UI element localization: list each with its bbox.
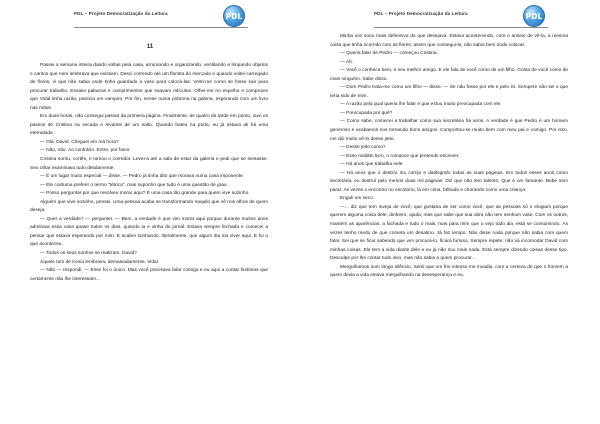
paragraph: — Esse maldito livro, o romance que pretende escrever.: [340, 153, 460, 159]
pdl-logo-icon: PDL: [523, 5, 545, 27]
paragraph: — Há anos que trabalha nele.: [340, 162, 404, 168]
pdl-logo-icon: PDL: [223, 5, 245, 27]
paragraph: Alguém que vive sozinho, pensei. Uma pessoa acaba se transformando naquilo que vê nos olhos de quem deseja.: [30, 199, 268, 214]
paragraph: Engoli em seco.: [340, 196, 375, 202]
paragraph: Mergulhamos num longo silêncio. Senti que um frio intenso me invadia, com a certeza de que o homem a quem devia a vida estava mergulhando na desesperança e eu,: [330, 264, 568, 279]
paragraph: — Desse jeito como?: [340, 145, 386, 151]
right-page: [300, 0, 600, 424]
paragraph: Em duas horas, não consegui passar da primeira página. Finalmente, às quatro da tarde em ponto, ouvi os passos de Cristina na escada e levantei de um salto. Quando bateu na porta, eu já estava ali há uma eternidade.: [30, 114, 268, 137]
paragraph: Minha voz soou mais defensiva do que desejava. Estava acontecendo, com o anseio de vê-la, a mesma coisa que tinha ocorrido com as flores: assim que consegui-la, não sabia bem onde colocar.: [330, 34, 568, 48]
paragraph: — Você o conhece bem, é seu melhor amigo. E ele fala de você como de um filho. Gosta de você como de mais ninguém. Sabe disso.: [330, 68, 568, 82]
header-rule: [74, 27, 248, 28]
paragraph: — Não — respondi. — Esse foi o único. Mas você precisava falar comigo e eu aqui a contar histórias que certamente não lhe interessam...: [30, 268, 268, 282]
header-rule: [374, 27, 548, 28]
chapter-number: 11: [146, 44, 154, 50]
paragraph: — Dom Pedro trata-me como um filho — disse. — Se não fosse por ele e pelo Sr. Sempere não sei o que teria sido de mim.: [330, 85, 568, 99]
paragraph: — Ele costuma preferir o termo "tétrica", mas suponho que tudo é uma questão de grau.: [40, 182, 228, 188]
paragraph: — Posso perguntar por que resolveu morar aqui? É uma casa tão grande para quem vive sozinho.: [40, 191, 250, 197]
paragraph: — A razão pela qual queria lhe falar é que estou muito preocupada com ele.: [340, 102, 502, 108]
paragraph: Cristina sorriu, cortês, e tomou o corredor. Levei-a até a sala de estar da galeria e pedi que se sentasse. Seu olhar examinava tudo detidamente.: [30, 157, 268, 171]
paragraph: — Quer a verdade? — perguntei. — Bem, a verdade é que vim morar aqui porque durante muitos anos admirava essa casa quase todos os dias, quando ia e vinha do jornal. Estava sempre fechada e comecei a pensar que estava esperando por mim. E acabei sonhando, literalmente, que algum dia iria viver aqui. E foi o que aconteceu.: [30, 216, 268, 248]
paragraph: — Ah.: [340, 59, 354, 65]
paragraph: — É um lugar muito especial — disse. — Pedro já tinha dito que morava numa casa imponente.: [40, 174, 244, 180]
paragraph: — Preocupada por quê?: [340, 110, 393, 116]
paragraph: — Todos os seus sonhos se realizam, David?: [40, 251, 137, 257]
paragraph: Passei a semana inteira dando voltas pela casa, arrumando e organizando, ventilando e limpando objetos e cantos que nem lembrava que existiam. Desci correndo até um florista do mercado e quando voltei carregado de flores, vi que não sabia onde tinha guardado o vaso para colocá-las. Vesti-me como se fosse sair para procurar trabalho. Ensaiei palavras e cumprimentos que soavam ridículos. Olhei-me no espelho e comprovei que Vidal tinha razão, parecia um vampiro. Por fim, sentei numa poltrona na galeria, esperando com um livro nas mãos.: [30, 63, 268, 111]
paragraph: —... diz que tem inveja de você, que gostaria de ser como você, que as pessoas só o elogiam porque querem alguma coisa dele, dinheiro, ajuda, mas que sabe que sua obra não tem nenhum valor. Com os outros, mantém as aparências, a fachada e tudo o mais, mas para mim que o vejo todo dia, está se consumindo. Às vezes tenho medo de que cometa um desatino. Já faz tempo. Não disse nada porque não sabia com quem falar. Sei que se ficar sabendo que vim procurá-lo, ficará furioso. Sempre repete: não vá incomodar David com minhas coisas. Ele tem a vida diante dele e eu já não sou mais nada. Está sempre dizendo coisas desse tipo. Desculpe por lhe contar tudo isso, mas não sabia a quem procurar...: [330, 204, 568, 262]
paragraph: Aquele tom de ironia lembrava, demasiadamente, Vidal.: [40, 259, 160, 265]
paragraph: — Há anos que o destrói. Eu corrijo e datilografo todas as suas páginas. Em todos esses anos como secretária, eu destruí pelo menos duas mil páginas. Diz que não tem talento. Que é um farsante. Bebe sem parar. Às vezes o encontro no escritório, lá em cima, bêbado e chorando como uma criança.: [330, 170, 568, 193]
left-page-text: [30, 62, 268, 284]
paragraph: — Não, não. Ao contrário. Entre, por favor.: [40, 148, 131, 154]
paragraph: — Queria falar de Pedro — começou Cristina.: [340, 51, 438, 57]
paragraph: — Como sabe, comecei a trabalhar como sua secretária há anos. A verdade é que Pedro é um homem generoso e acabamos nos tornando bons amigos. Comportou-se muito bem com meu pai e comigo. Por isso, me dói muito vê-lo desse jeito.: [330, 119, 568, 142]
running-header-left: PDL – Projeto Democratização da Leitura: [74, 11, 168, 16]
running-header-right: PDL – Projeto Democratização da Leitura: [374, 11, 468, 16]
paragraph: — Olá, David. Cheguei em má hora?: [40, 139, 119, 145]
right-page-text: [330, 33, 568, 281]
